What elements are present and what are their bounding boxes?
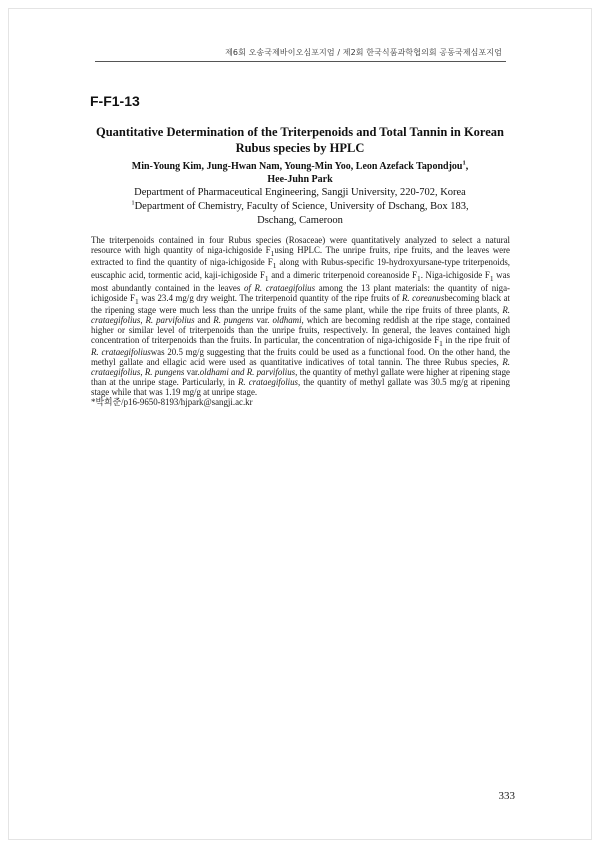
- species-name: R. parvifolius: [145, 315, 195, 326]
- subscript: 1: [264, 273, 269, 283]
- species-name: R. pungens: [213, 315, 254, 326]
- abstract-text: ,: [140, 367, 145, 378]
- page-number: 333: [498, 790, 515, 802]
- abstract-text: , which are becoming reddish at the ripe stage, contained higher or similar level of triterpenoids than the unripe fruits, respectively. In general, the leaves contained high concentration of triterpenoids than the fruits. In particular, the concentration of niga-ichigoside F: [91, 315, 510, 345]
- species-name: R. crataegifolius: [238, 376, 299, 387]
- author-line-1: [90, 160, 510, 173]
- abstract-text: , the quantity of methyl gallate were higher at ripening stage than at the unripe stage. Particularly, in: [91, 367, 510, 387]
- affiliation-2-text: Department of Chemistry, Faculty of Science, University of Dschang, Box 183,: [134, 201, 469, 212]
- abstract-text: along with Rubus-specific 19-hydroxyursane-type triterpenoids, euscaphic acid, tormentic acid, kaji-ichigoside F: [91, 257, 510, 281]
- subscript: 1: [134, 296, 139, 306]
- subscript: 1: [270, 248, 275, 258]
- abstract-text: var.: [253, 315, 273, 326]
- subscript: 1: [272, 261, 277, 271]
- author-list: [90, 160, 510, 186]
- species-name: oldhami and R. parvifolius: [199, 367, 296, 378]
- abstract-text: and: [194, 315, 214, 326]
- abstract-text: was 23.4 mg/g dry weight. The triterpenoid quantity of the ripe fruits of: [138, 292, 402, 303]
- abstract-text: ,: [140, 315, 146, 326]
- contact-info: *박희준/p16-9650-8193/hjpark@sangji.ac.kr: [91, 396, 253, 407]
- species-name: R. pungens: [144, 367, 185, 378]
- abstract-text: among the 13 plant materials: the quantity of niga-ichigoside F: [91, 282, 510, 303]
- abstract-text: The triterpenoids contained in four Rubus species (Rosaceae) were quantitatively analyzed to select a natural resource with high quantity of niga-ichigoside F: [91, 235, 510, 255]
- affiliation-2: [90, 200, 510, 214]
- abstract: [91, 236, 510, 407]
- abstract-text: using HPLC. The unripe fruits, ripe fruits, and the leaves were extracted to find the quantity of niga-ichigoside F: [91, 244, 510, 268]
- species-name: oldhami: [272, 315, 302, 326]
- author-names: Min-Young Kim, Jung-Hwan Nam, Young-Min Yoo, Leon Azefack Tapondjou: [131, 161, 463, 172]
- species-name: R. crataegifolius: [91, 357, 510, 378]
- abstract-text: was 20.5 mg/g suggesting that the fruits could be used as a functional food. On the other hand, the methyl gallate and ellagic acid were used as quantitative indicatives of total tannin. The three Rubus species,: [91, 347, 510, 368]
- subscript: 1: [417, 273, 421, 283]
- abstract-text: in the ripe fruit of: [442, 334, 511, 345]
- abstract-text: . Niga-ichigoside F: [420, 270, 490, 281]
- subscript: 1: [439, 338, 443, 348]
- author-affiliation-mark: 1: [462, 159, 466, 167]
- subscript: 1: [489, 273, 494, 283]
- affiliation-mark: 1: [131, 199, 135, 207]
- running-header: 제6회 오송국제바이오심포지엄 / 제2회 한국식품과학협의회 공동국제심포지엄: [225, 48, 502, 57]
- species-name: R. crataegifolius: [91, 347, 151, 358]
- abstract-text: var.: [184, 367, 200, 378]
- author-separator: ,: [465, 161, 469, 172]
- abstract-text: and a dimeric triterpenoid coreanoside F: [268, 270, 417, 281]
- species-name: R. crataegifolius: [91, 305, 510, 326]
- species-name: R. coreanus: [401, 292, 445, 303]
- session-code: F-F1-13: [90, 93, 140, 109]
- affiliation-1: Department of Pharmaceutical Engineering, Sangji University, 220-702, Korea: [134, 187, 466, 198]
- affiliation-2-cont: Dschang, Cameroon: [257, 215, 343, 226]
- header-rule: [95, 61, 506, 62]
- paper-title: Quantitative Determination of the Triterpenoids and Total Tannin in Korean Rubus species by HPLC: [95, 125, 505, 155]
- abstract-text: was most abundantly contained in the leaves: [91, 270, 510, 293]
- author-line-2: Hee-Juhn Park: [267, 174, 333, 185]
- affiliations: [90, 186, 510, 228]
- abstract-text: , the quantity of methyl gallate was 30.5 mg/g at ripening stage while that was 1.19 mg/g at unripe stage.: [91, 376, 510, 397]
- abstract-paragraph: [91, 236, 510, 398]
- species-name: of R. crataegifolius: [243, 282, 316, 293]
- abstract-text: becoming black at the ripening stage were much less than the unripe fruits of the same plant, while the ripe fruits of three plants,: [91, 292, 510, 316]
